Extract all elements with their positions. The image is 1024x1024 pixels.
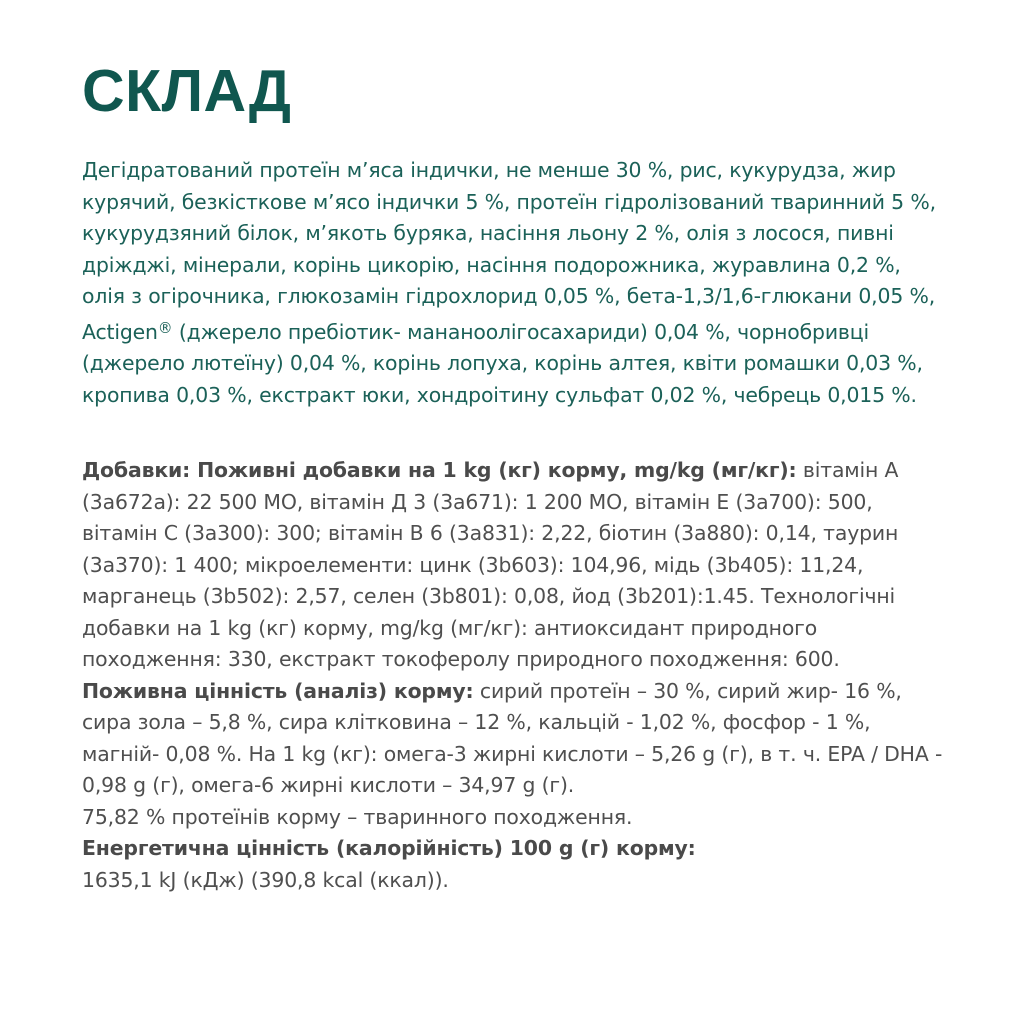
page-title: СКЛАД [82, 58, 292, 124]
protein-origin-paragraph: 75,82 % протеїнів корму – тваринного походження. [82, 804, 633, 829]
registered-trademark-symbol: ® [157, 319, 173, 337]
analysis-text: сирий протеїн – 30 %, сирий жир- 16 %, сира зола – 5,8 %, сира клітковина – 12 %, кальцій - 1,02 %, фосфор - 1 %, магній- 0,08 %. На 1 kg (кг): омега-3 жирні кислоти – 5,26 g (г), в т. ч. EPA / DHA - 0,98 g (г), омега-6 жирні кислоти – 34,97 g (г). [82, 678, 943, 798]
composition-text-part-1: Дегідратований протеїн м’яса індички, не менше 30 %, рис, кукурудза, жир курячий, безкісткове м’ясо індички 5 %, протеїн гідролізований тваринний 5 %, кукурудзяний білок, м’якоть буряка, насіння льону 2 %, олія з лосося, пивні дріжджі, мінерали, корінь цикорію, насіння подорожника, журавлина 0,2 %, олія з огірочника, глюкозамін гідрохлорид 0,05 %, бета-1,3/1,6-глюкани 0,05 %, Actigen [82, 158, 936, 344]
composition-text-part-2: (джерело пребіотик- мананоолігосахариди) 0,04 %, чорнобривці (джерело лютеїну) 0,04 %, корінь лопуха, корінь алтея, квіти ромашки 0,03 %, кропива 0,03 %, екстракт юки, хондроітину сульфат 0,02 %, чебрець 0,015 %. [82, 319, 923, 407]
nutrition-section [82, 455, 946, 896]
additives-text: вітамін А (3а672а): 22 500 МО, вітамін Д 3 (3а671): 1 200 МО, вітамін Е (3а700): 500, вітамін С (3а300): 300; вітамін В 6 (3а831): 2,22, біотин (3а880): 0,14, таурин (3а370): 1 400; мікроелементи: цинк (3b603): 104,96, мідь (3b405): 11,24, марганець (3b502): 2,57, селен (3b801): 0,08, йод (3b201):1.45. Технологічні добавки на 1 kg (кг) корму, mg/kg (мг/кг): антиоксидант природного походження: 330, екстракт токоферолу природного походження: 600. [82, 458, 899, 672]
additives-paragraph [82, 455, 946, 676]
composition-ingredients-paragraph [82, 155, 946, 411]
energy-label-paragraph: Енергетична цінність (калорійність) 100 g (г) корму: [82, 836, 696, 861]
section-spacer [82, 411, 946, 455]
energy-value-paragraph: 1635,1 kJ (кДж) (390,8 kcal (ккал)). [82, 867, 449, 892]
analysis-paragraph [82, 676, 946, 802]
analysis-label: Поживна цінність (аналіз) корму: [82, 678, 474, 703]
additives-label: Добавки: Поживні добавки на 1 kg (кг) корму, mg/kg (мг/кг): [82, 458, 797, 483]
